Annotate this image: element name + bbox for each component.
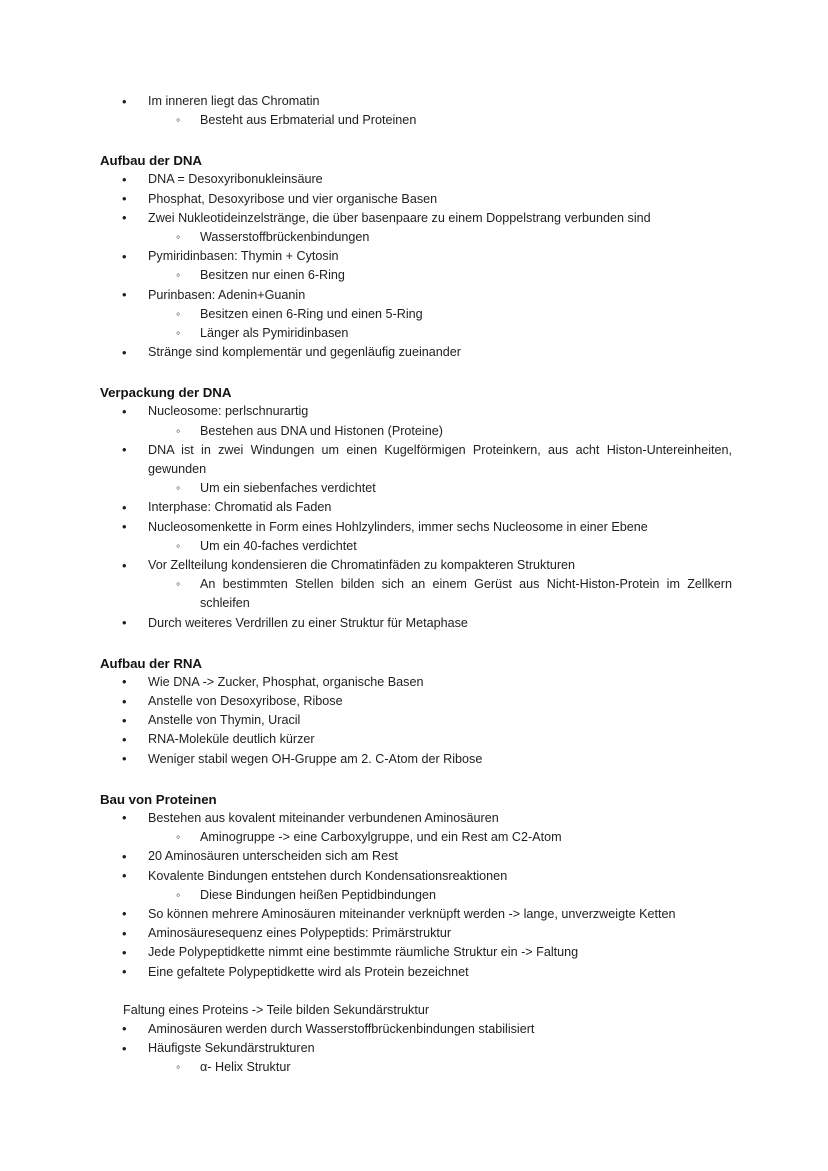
sub-list-item-text: An bestimmten Stellen bilden sich an einem Gerüst aus Nicht-Histon-Protein im Zellkern schleifen [200, 577, 732, 611]
list-item-text: Nucleosomenkette in Form eines Hohlzylinders, immer sechs Nucleosome in einer Ebene [148, 519, 648, 534]
list-item [100, 209, 732, 247]
list-item-text: Anstelle von Thymin, Uracil [148, 713, 301, 728]
list-item [100, 847, 732, 866]
list-item-text: Durch weiteres Verdrillen zu einer Struktur für Metaphase [148, 615, 468, 630]
list-item-text: Im inneren liegt das Chromatin [148, 94, 320, 108]
section-heading-verpackung-der-dna: Verpackung der DNA [100, 385, 232, 401]
list-item-text: Bestehen aus kovalent miteinander verbundenen Aminosäuren [148, 810, 499, 825]
list-item [100, 809, 732, 847]
list-item [100, 556, 732, 614]
sub-list-item [148, 111, 732, 130]
list-item [100, 247, 732, 285]
sub-list-item [148, 828, 732, 847]
sub-bullet-list [100, 266, 732, 285]
sub-bullet-list [100, 1058, 732, 1077]
list-item [100, 943, 732, 962]
list-item-text: Eine gefaltete Polypeptidkette wird als Protein bezeichnet [148, 964, 469, 979]
bullet-list [100, 673, 732, 769]
list-item [100, 1020, 732, 1039]
list-item [100, 343, 732, 362]
list-item-text: So können mehrere Aminosäuren miteinander verknüpft werden -> lange, unverzweigte Ketten [148, 906, 676, 921]
list-item-text: Purinbasen: Adenin+Guanin [148, 287, 306, 302]
list-item [100, 441, 732, 499]
bullet-list [100, 402, 732, 632]
sub-list-item [148, 324, 732, 343]
list-item [100, 905, 732, 924]
list-item-text: Stränge sind komplementär und gegenläufig zueinander [148, 345, 461, 360]
sub-bullet-list [100, 828, 732, 847]
list-item [100, 286, 732, 344]
list-item [100, 170, 732, 189]
list-item [100, 673, 732, 692]
list-item-text: RNA-Moleküle deutlich kürzer [148, 732, 315, 747]
list-item [100, 750, 732, 769]
sub-list-item [148, 886, 732, 905]
list-item-text: Phosphat, Desoxyribose und vier organische Basen [148, 191, 438, 206]
sub-list-item-text: Aminogruppe -> eine Carboxylgruppe, und ein Rest am C2-Atom [200, 830, 562, 845]
list-item-text: 20 Aminosäuren unterscheiden sich am Rest [148, 849, 398, 864]
bullet-list [100, 170, 732, 362]
sub-list-item-text: α- Helix Struktur [200, 1060, 291, 1075]
list-item [100, 614, 732, 633]
list-item [100, 190, 732, 209]
sub-list-item-text: Um ein 40-faches verdichtet [200, 538, 357, 553]
sub-bullet-list [100, 479, 732, 498]
sub-bullet-list [100, 228, 732, 247]
list-item-text: Kovalente Bindungen entstehen durch Kondensationsreaktionen [148, 868, 508, 883]
list-item [100, 924, 732, 943]
list-item-text: Weniger stabil wegen OH-Gruppe am 2. C-Atom der Ribose [148, 751, 483, 766]
bullet-list [100, 1020, 732, 1078]
sub-bullet-list [100, 575, 732, 613]
sub-list-item-text: Bestehen aus DNA und Histonen (Proteine) [200, 423, 443, 438]
sub-list-item-text: Diese Bindungen heißen Peptidbindungen [200, 887, 436, 902]
document-body [100, 92, 732, 1078]
sub-bullet-list [100, 111, 732, 130]
sub-list-item [148, 575, 732, 613]
list-item [100, 1039, 732, 1077]
list-item-text: Aminosäuresequenz eines Polypeptids: Primärstruktur [148, 926, 452, 941]
list-item-text: Wie DNA -> Zucker, Phosphat, organische Basen [148, 674, 424, 689]
list-item-text: Pymiridinbasen: Thymin + Cytosin [148, 249, 339, 264]
sub-list-item-text: Um ein siebenfaches verdichtet [200, 481, 376, 496]
list-item-text: Interphase: Chromatid als Faden [148, 500, 332, 515]
list-item [100, 867, 732, 905]
list-item [100, 963, 732, 982]
list-item-text: Zwei Nukleotideinzelstränge, die über basenpaare zu einem Doppelstrang verbunden sind [148, 210, 651, 225]
section-heading-aufbau-der-rna: Aufbau der RNA [100, 655, 202, 671]
sub-list-item [148, 266, 732, 285]
sub-list-item [148, 537, 732, 556]
sub-list-item-text: Besitzen nur einen 6-Ring [200, 268, 345, 283]
list-item [100, 692, 732, 711]
list-item [100, 711, 732, 730]
sub-list-item [148, 1058, 732, 1077]
list-item [100, 498, 732, 517]
list-item-text: Nucleosome: perlschnurartig [148, 404, 309, 419]
sub-list-item-text: Besitzen einen 6-Ring und einen 5-Ring [200, 306, 423, 321]
bullet-list [100, 92, 732, 130]
sub-bullet-list [100, 422, 732, 441]
sub-list-item-text: Besteht aus Erbmaterial und Proteinen [200, 113, 417, 128]
bullet-list [100, 809, 732, 982]
section-heading-bau-von-proteinen: Bau von Proteinen [100, 791, 217, 807]
list-item [100, 92, 732, 130]
list-item-text: Anstelle von Desoxyribose, Ribose [148, 694, 343, 709]
list-item-text: Aminosäuren werden durch Wasserstoffbrückenbindungen stabilisiert [148, 1021, 535, 1036]
sub-list-item [148, 305, 732, 324]
list-item-text: DNA = Desoxyribonukleinsäure [148, 172, 323, 187]
sub-list-item [148, 422, 732, 441]
list-item-text: Jede Polypeptidkette nimmt eine bestimmte räumliche Struktur ein -> Faltung [148, 945, 579, 960]
list-item [100, 518, 732, 556]
list-item-text: DNA ist in zwei Windungen um einen Kugelförmigen Proteinkern, aus acht Histon-Untereinheiten, gewunden [148, 442, 732, 477]
list-item-text: Häufigste Sekundärstrukturen [148, 1041, 315, 1056]
list-item [100, 402, 732, 440]
sub-list-item-text: Länger als Pymiridinbasen [200, 326, 349, 341]
section-heading-aufbau-der-dna: Aufbau der DNA [100, 153, 202, 169]
sub-bullet-list [100, 537, 732, 556]
list-item-text: Vor Zellteilung kondensieren die Chromatinfäden zu kompakteren Strukturen [148, 558, 576, 573]
sub-bullet-list [100, 886, 732, 905]
sub-list-item [148, 479, 732, 498]
sub-bullet-list [100, 305, 732, 343]
list-item [100, 730, 732, 749]
sub-list-item-text: Wasserstoffbrückenbindungen [200, 230, 370, 245]
paragraph-faltung-eines-proteins: Faltung eines Proteins -> Teile bilden Sekundärstruktur [123, 1002, 430, 1017]
sub-list-item [148, 228, 732, 247]
